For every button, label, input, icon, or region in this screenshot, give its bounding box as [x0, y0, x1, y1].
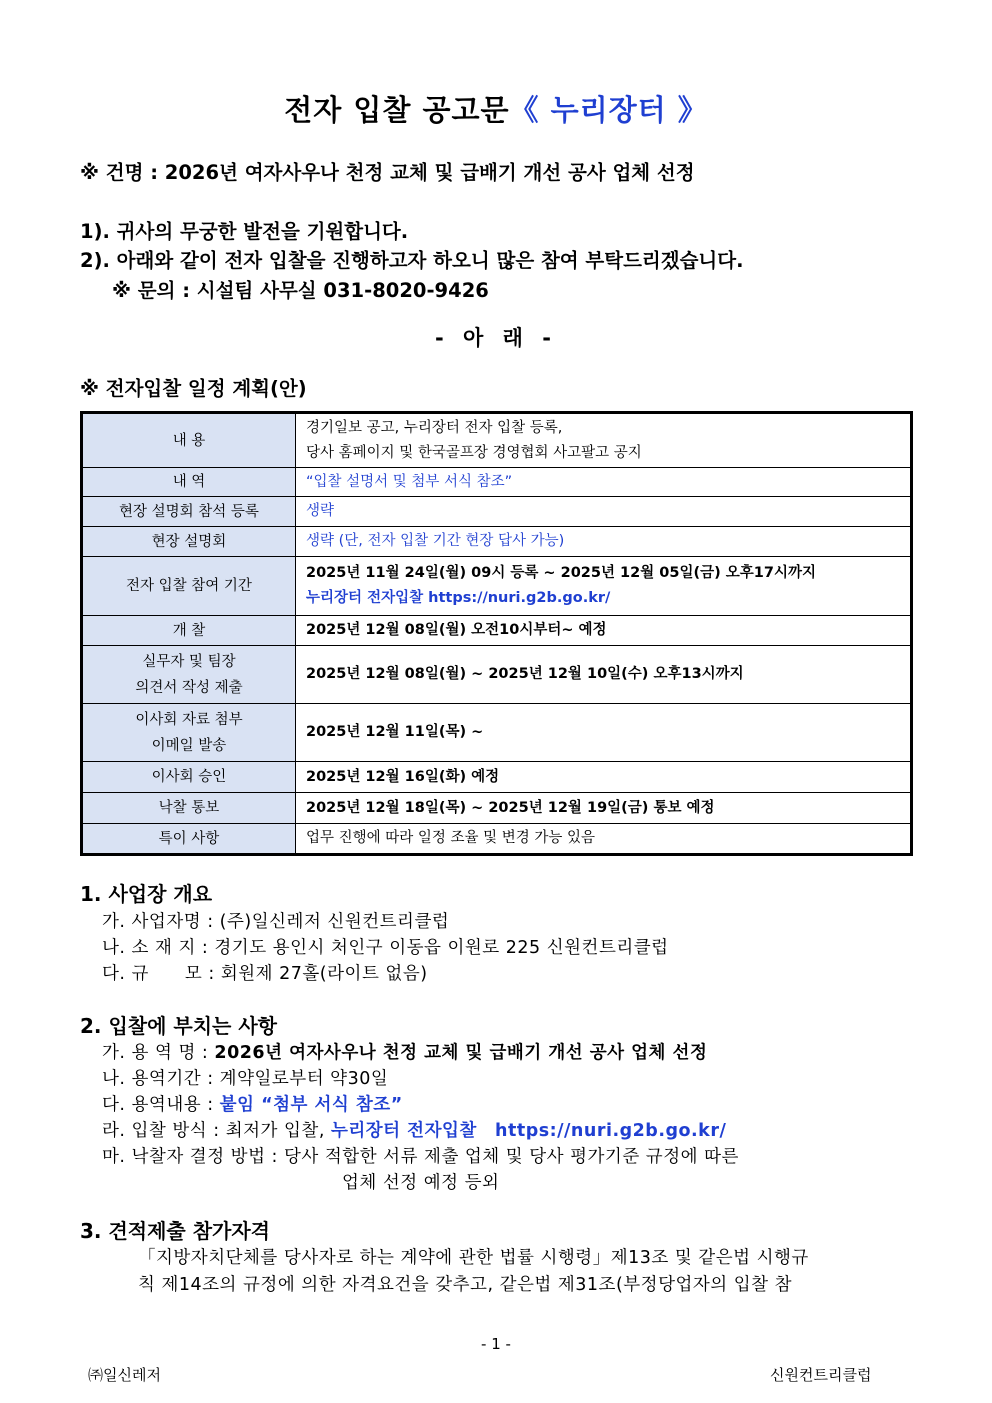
section-3-paragraph: 칙 제14조의 규정에 의한 자격요건을 갖추고, 같은법 제31조(부정당업자의 입찰 참 — [138, 1275, 793, 1295]
schedule-heading: ※ 전자입찰 일정 계획(안) — [80, 377, 307, 400]
section-2-item-c: 다. 용역내용 : 붙임 “첨부 서식 참조” — [102, 1095, 403, 1115]
row-label: 현장 설명회 참석 등록 — [82, 497, 296, 527]
section-2-item-b: 나. 용역기간 : 계약일로부터 약30일 — [102, 1069, 389, 1089]
section-2-item-d: 라. 입찰 방식 : 최저가 입찰, 누리장터 전자입찰 https://nuri.g2b.go.kr/ — [102, 1121, 727, 1141]
footer-club: 신원컨트리클럽 — [770, 1366, 872, 1384]
row-value: 생략 — [296, 497, 912, 527]
row-label: 현장 설명회 — [82, 527, 296, 557]
contact-line: ※ 문의 : 시설팀 사무실 031-8020-9426 — [112, 279, 489, 302]
row-value: “입찰 설명서 및 첨부 서식 참조” — [296, 468, 912, 497]
greeting-2: 2). 아래와 같이 전자 입찰을 진행하고자 하오니 많은 참여 부탁드리겠습니다. — [80, 249, 744, 272]
row-label: 내 용 — [82, 413, 296, 468]
title-main: 전자 입찰 공고문 — [284, 93, 510, 127]
row-label: 특이 사항 — [82, 824, 296, 855]
row-value: 생략 (단, 전자 입찰 기간 현장 답사 가능) — [296, 527, 912, 557]
row-label: 이사회 승인 — [82, 762, 296, 793]
row-value: 2025년 12월 08일(월) 오전10시부터~ 예정 — [296, 616, 912, 646]
page-number: - 1 - — [481, 1335, 511, 1353]
table-row — [82, 793, 912, 824]
section-2-item-e: 마. 낙찰자 결정 방법 : 당사 적합한 서류 제출 업체 및 당사 평가기준 규정에 따른 — [102, 1147, 739, 1167]
below-label: - 아 래 - — [435, 326, 557, 350]
row-value: 2025년 12월 16일(화) 예정 — [296, 762, 912, 793]
row-value: 2025년 12월 11일(목) ~ — [296, 704, 912, 762]
section-3-heading: 3. 견적제출 참가자격 — [80, 1219, 270, 1243]
page-title — [0, 88, 992, 129]
row-value: 2025년 11월 24일(월) 09시 등록 ~ 2025년 12월 05일(금) 오후17시까지 누리장터 전자입찰 https://nuri.g2b.go.kr/ — [296, 557, 912, 616]
row-label: 전자 입찰 참여 기간 — [82, 557, 296, 616]
footer-company: ㈜일신레저 — [88, 1366, 161, 1384]
table-row — [82, 413, 912, 468]
table-row — [82, 616, 912, 646]
table-row — [82, 497, 912, 527]
section-2-heading: 2. 입찰에 부치는 사항 — [80, 1014, 277, 1038]
schedule-table — [80, 411, 913, 856]
row-value: 2025년 12월 18일(목) ~ 2025년 12월 19일(금) 통보 예정 — [296, 793, 912, 824]
table-row — [82, 704, 912, 762]
section-1-item: 가. 사업자명 : (주)일신레저 신원컨트리클럽 — [102, 912, 450, 932]
section-2-item-a: 가. 용 역 명 : 2026년 여자사우나 천정 교체 및 급배기 개선 공사 업체 선정 — [102, 1043, 708, 1063]
section-2-item-e-cont: 업체 선정 예정 등외 — [342, 1173, 500, 1193]
subject-line: ※ 건명 : 2026년 여자사우나 천정 교체 및 급배기 개선 공사 업체 선정 — [80, 161, 695, 184]
table-row — [82, 557, 912, 616]
table-row — [82, 527, 912, 557]
table-row — [82, 646, 912, 704]
greeting-1: 1). 귀사의 무궁한 발전을 기원합니다. — [80, 220, 409, 243]
section-1-item: 다. 규 모 : 회원제 27홀(라이트 없음) — [102, 964, 428, 984]
row-label: 이사회 자료 첨부 이메일 발송 — [82, 704, 296, 762]
section-1-heading: 1. 사업장 개요 — [80, 882, 213, 906]
row-label: 내 역 — [82, 468, 296, 497]
table-row — [82, 824, 912, 855]
nuri-url-link[interactable]: https://nuri.g2b.go.kr/ — [495, 1121, 727, 1141]
row-label: 실무자 및 팀장 의견서 작성 제출 — [82, 646, 296, 704]
row-value: 경기일보 공고, 누리장터 전자 입찰 등록, 당사 홈페이지 및 한국골프장 경영협회 사고팔고 공지 — [296, 413, 912, 468]
row-value: 2025년 12월 08일(월) ~ 2025년 12월 10일(수) 오후13시까지 — [296, 646, 912, 704]
table-row — [82, 468, 912, 497]
row-label: 개 찰 — [82, 616, 296, 646]
section-1-item: 나. 소 재 지 : 경기도 용인시 처인구 이동읍 이원로 225 신원컨트리클럽 — [102, 938, 669, 958]
table-row — [82, 762, 912, 793]
row-value: 업무 진행에 따라 일정 조율 및 변경 가능 있음 — [296, 824, 912, 855]
row-label: 낙찰 통보 — [82, 793, 296, 824]
title-sub: 《 누리장터 》 — [509, 93, 708, 127]
nuri-link[interactable]: 누리장터 전자입찰 https://nuri.g2b.go.kr/ — [306, 590, 611, 606]
section-3-paragraph: 「지방자치단체를 당사자로 하는 계약에 관한 법률 시행령」제13조 및 같은법 시행규 — [138, 1248, 809, 1268]
